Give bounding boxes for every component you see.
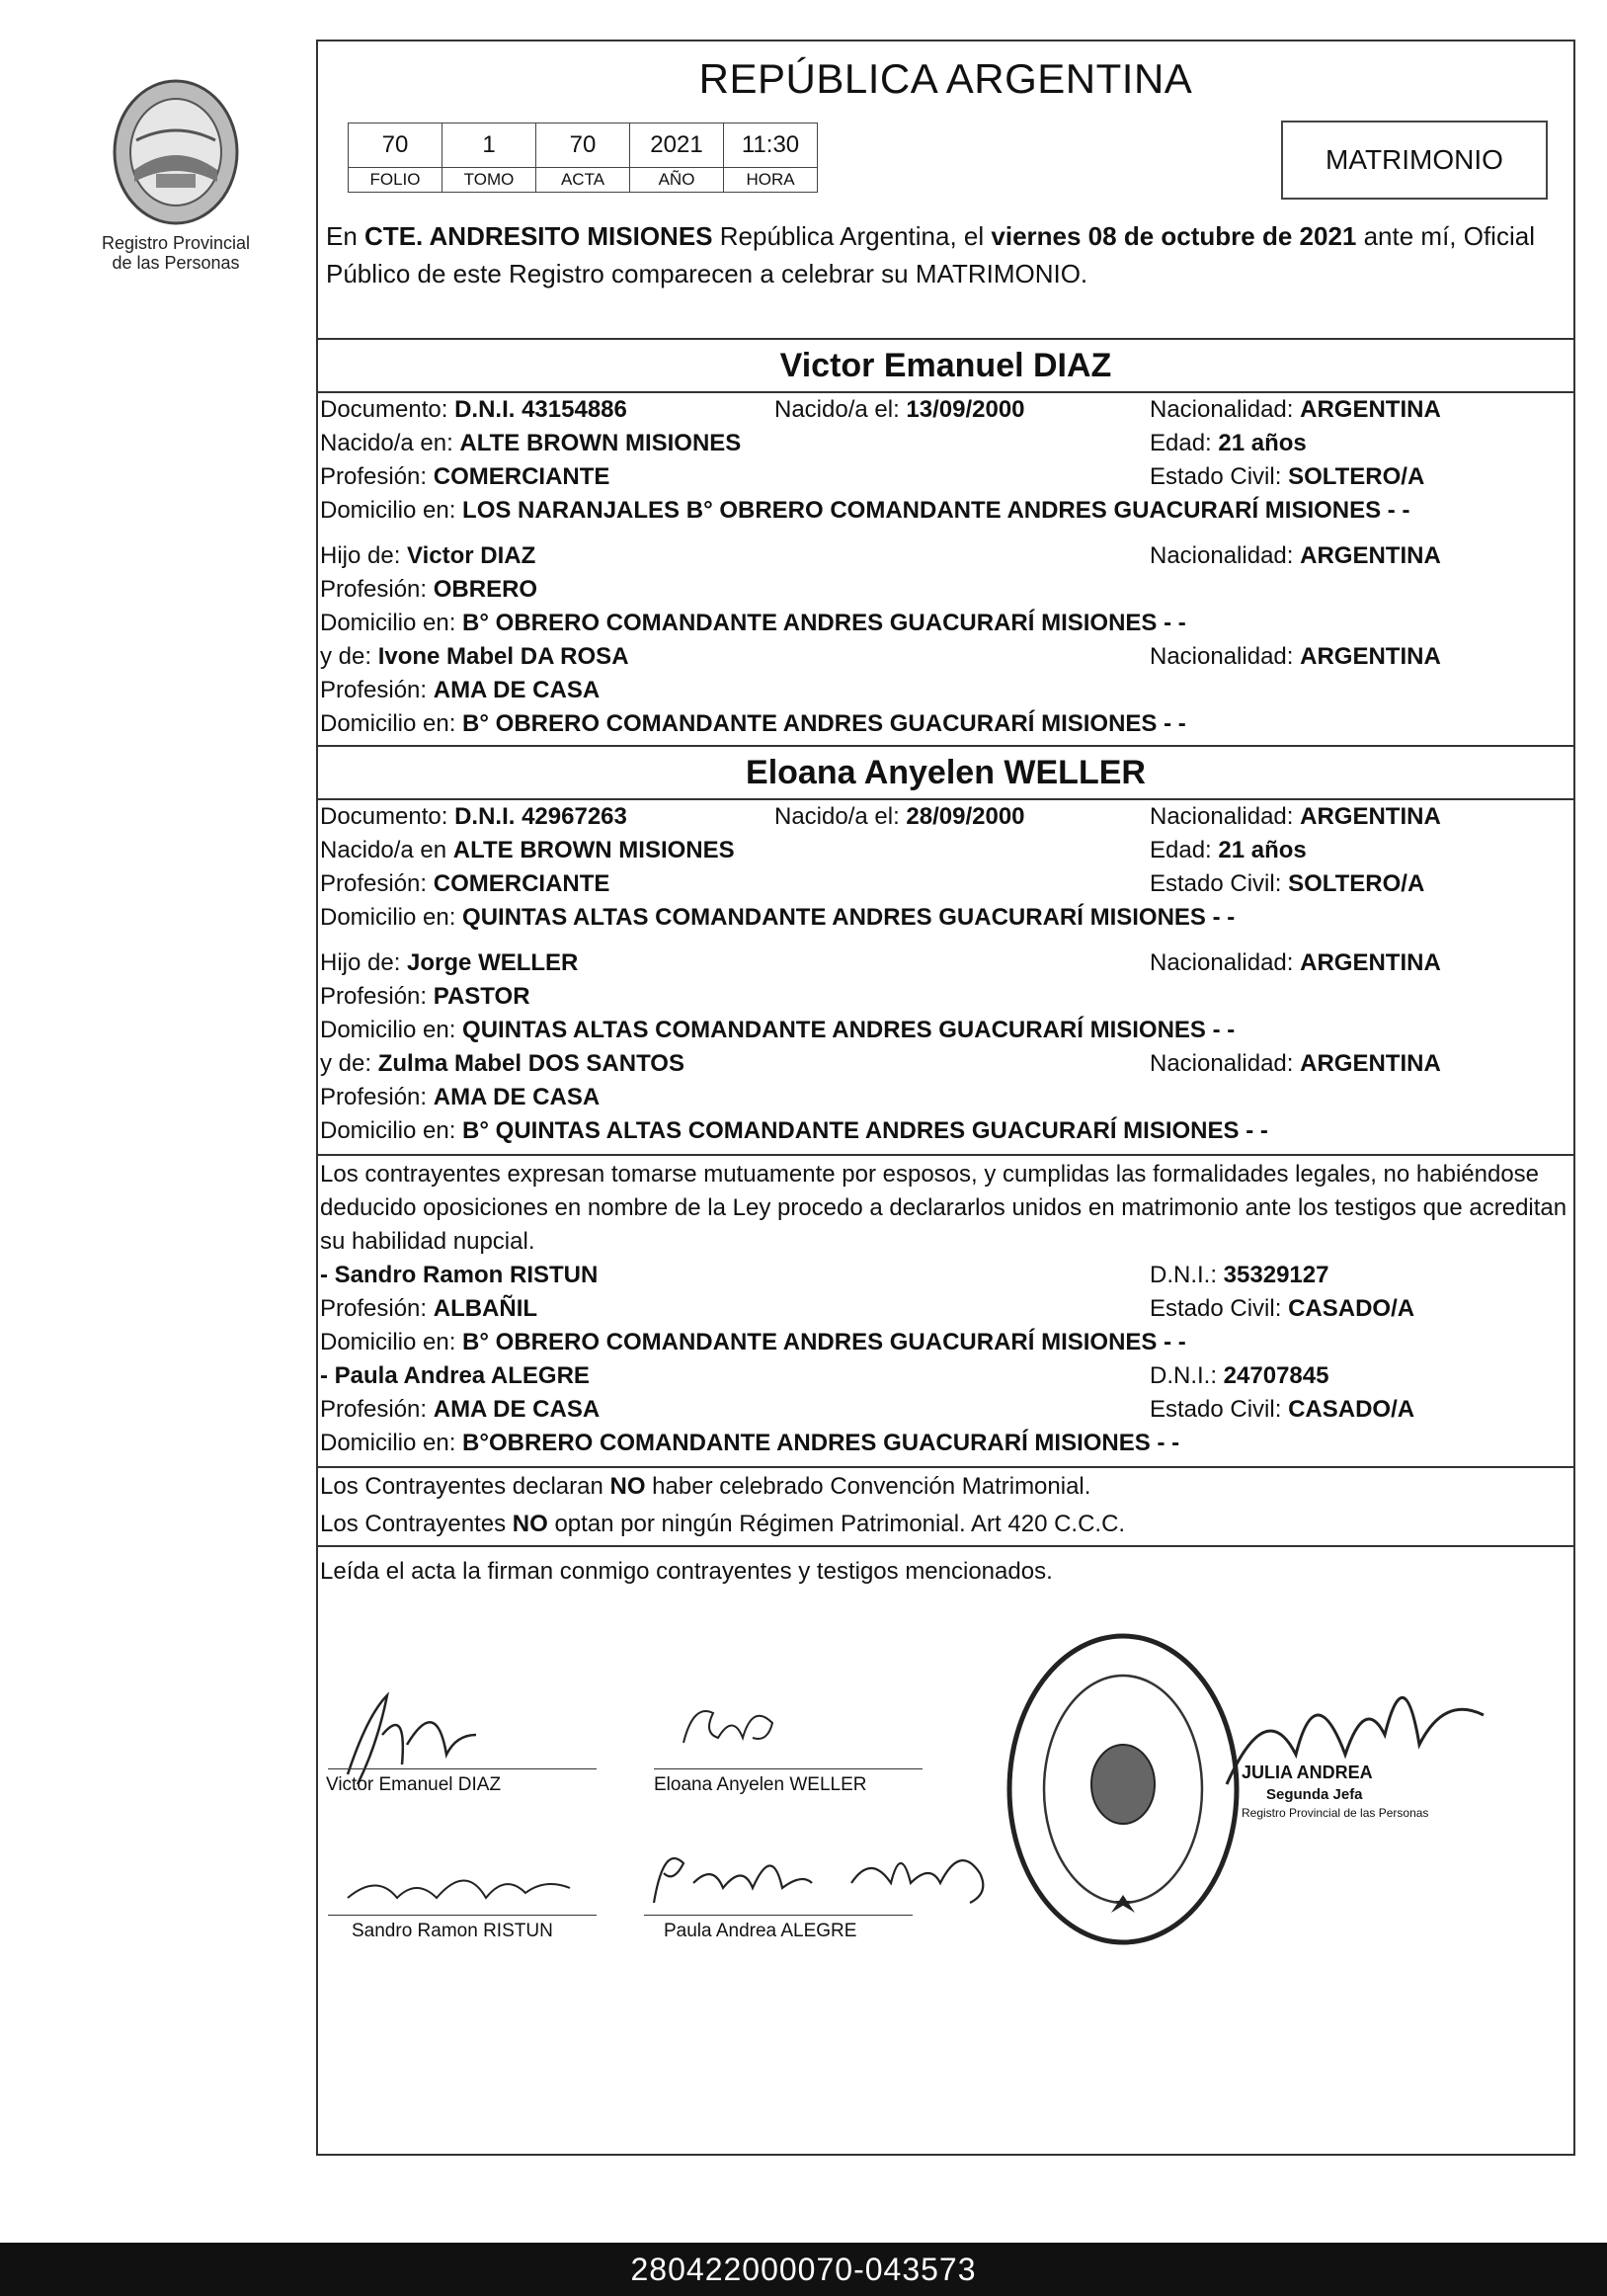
signature-label-3: Sandro Ramon RISTUN — [352, 1921, 553, 1941]
spouse-2-father: Jorge WELLER — [407, 949, 579, 976]
spouse-2-section: Eloana Anyelen WELLER Documento: D.N.I. 42967263 Nacido/a el: 28/09/2000 Nacionalidad: ARGENTINA Nacido/a en ALTE BROWN MISIONES Edad: 21 años Profesión: COMERCIANTE Estado Civil: SOLTERO/A Domicilio en: QUINTAS ALTAS COMANDANTE ANDRES GUACURARÍ MISIONES - - Hijo de: Jorge WELLER Nacionalidad: ARGENTINA Profesión: PASTOR Domicilio en: QUINTAS ALTAS COMANDANTE ANDRES GUACURARÍ MISIONES - - y de: Zulma Mabel DOS SANTOS Nacionalidad: ARGENTINA Profesión: AMA DE CASA Domicilio en: B° QUINTAS ALTAS COMANDANTE ANDRES GUACURARÍ MISIONES - - — [318, 745, 1573, 1148]
document-type-box: MATRIMONIO — [1281, 121, 1548, 200]
signature-label-4: Paula Andrea ALEGRE — [664, 1921, 857, 1941]
certificate-frame — [316, 40, 1575, 2156]
signature-label-2: Eloana Anyelen WELLER — [654, 1774, 867, 1795]
folio-label: FOLIO — [349, 168, 442, 193]
folio-value: 70 — [349, 123, 442, 168]
signature-label-1: Victor Emanuel DIAZ — [326, 1774, 502, 1795]
note-convention: Los Contrayentes declaran NO haber celebrado Convención Matrimonial. — [320, 1473, 1091, 1500]
registry-table — [348, 123, 818, 193]
witness-2-name: - Paula Andrea ALEGRE — [320, 1362, 590, 1389]
officer-title: Segunda Jefa — [1266, 1786, 1363, 1803]
acta-value: 70 — [536, 123, 630, 168]
spouse-2-birthdate: 28/09/2000 — [906, 803, 1025, 830]
closing-text: Leída el acta la firman conmigo contrayentes y testigos mencionados. — [320, 1558, 1053, 1585]
spouse-1-name: Victor Emanuel DIAZ — [318, 340, 1573, 393]
spouse-1-father: Victor DIAZ — [407, 542, 536, 569]
page-title: REPÚBLICA ARGENTINA — [698, 55, 1193, 102]
hora-value: 11:30 — [724, 123, 818, 168]
spouse-1-dni: D.N.I. 43154886 — [454, 396, 627, 423]
anio-value: 2021 — [630, 123, 724, 168]
registry-logo — [87, 71, 265, 273]
province-seal-icon — [97, 71, 255, 229]
signature-eloana-icon — [664, 1693, 802, 1763]
spouse-2-mother: Zulma Mabel DOS SANTOS — [377, 1050, 684, 1077]
officer-signature-icon — [1207, 1636, 1503, 1853]
certificate-header — [318, 41, 1573, 338]
note-regime: Los Contrayentes NO optan por ningún Régimen Patrimonial. Art 420 C.C.C. — [320, 1511, 1126, 1537]
witness-1-name: - Sandro Ramon RISTUN — [320, 1262, 599, 1288]
intro-paragraph: En CTE. ANDRESITO MISIONES República Argentina, el viernes 08 de octubre de 2021 ante mí, Oficial Público de este Registro comparecen a celebrar su MATRIMONIO. — [326, 221, 1535, 288]
witness-1-dni: 35329127 — [1223, 1262, 1329, 1288]
footer-barcode-text: 280422000070-043573 — [0, 2243, 1607, 2296]
witnesses-section: Los contrayentes expresan tomarse mutuamente por esposos, y cumplidas las formalidades legales, no habiéndose deducido oposiciones en nombre de la Ley procedo a declararlos unidos en matrimonio ante los testigos que acreditan su habilidad nupcial. - Sandro Ramon RISTUN D.N.I.: 35329127 Profesión: ALBAÑIL Estado Civil: CASADO/A Domicilio en: B° OBRERO COMANDANTE ANDRES GUACURARÍ MISIONES - - - Paula Andrea ALEGRE D.N.I.: 24707845 Profesión: AMA DE CASA Estado Civil: CASADO/A Domicilio en: B°OBRERO COMANDANTE ANDRES GUACURARÍ MISIONES - - — [318, 1154, 1573, 1460]
officer-org: Registro Provincial de las Personas — [1242, 1806, 1429, 1820]
notes-section — [318, 1466, 1573, 1543]
spouse-1-birthdate: 13/09/2000 — [906, 396, 1025, 423]
signatures-section — [318, 1545, 1573, 2156]
acta-label: ACTA — [536, 168, 630, 193]
tomo-value: 1 — [442, 123, 536, 168]
anio-label: AÑO — [630, 168, 724, 193]
spouse-1-mother: Ivone Mabel DA ROSA — [377, 643, 629, 670]
declaration-text: Los contrayentes expresan tomarse mutuamente por esposos, y cumplidas las formalidades legales, no habiéndose deducido oposiciones en nombre de la Ley procedo a declararlos unidos en matrimonio ante los testigos que acreditan su habilidad nupcial. — [320, 1161, 1567, 1255]
logo-caption: Registro Provincial de las Personas — [101, 233, 251, 273]
spouse-1-section: Victor Emanuel DIAZ Documento: D.N.I. 43154886 Nacido/a el: 13/09/2000 Nacionalidad: ARGENTINA Nacido/a en: ALTE BROWN MISIONES Edad: 21 años Profesión: COMERCIANTE Estado Civil: SOLTERO/A Domicilio en: LOS NARANJALES B° OBRERO COMANDANTE ANDRES GUACURARÍ MISIONES - - Hijo de: Victor DIAZ Nacionalidad: ARGENTINA Profesión: OBRERO Domicilio en: B° OBRERO COMANDANTE ANDRES GUACURARÍ MISIONES - - y de: Ivone Mabel DA ROSA Nacionalidad: ARGENTINA Profesión: AMA DE CASA Domicilio en: B° OBRERO COMANDANTE ANDRES GUACURARÍ MISIONES - - — [318, 338, 1573, 741]
officer-name: JULIA ANDREA — [1242, 1763, 1373, 1782]
signature-sandro-icon — [338, 1844, 585, 1923]
signature-paula-icon — [644, 1824, 1019, 1923]
witness-2-dni: 24707845 — [1223, 1362, 1329, 1389]
spouse-2-dni: D.N.I. 42967263 — [454, 803, 627, 830]
hora-label: HORA — [724, 168, 818, 193]
tomo-label: TOMO — [442, 168, 536, 193]
spouse-2-name: Eloana Anyelen WELLER — [318, 747, 1573, 800]
